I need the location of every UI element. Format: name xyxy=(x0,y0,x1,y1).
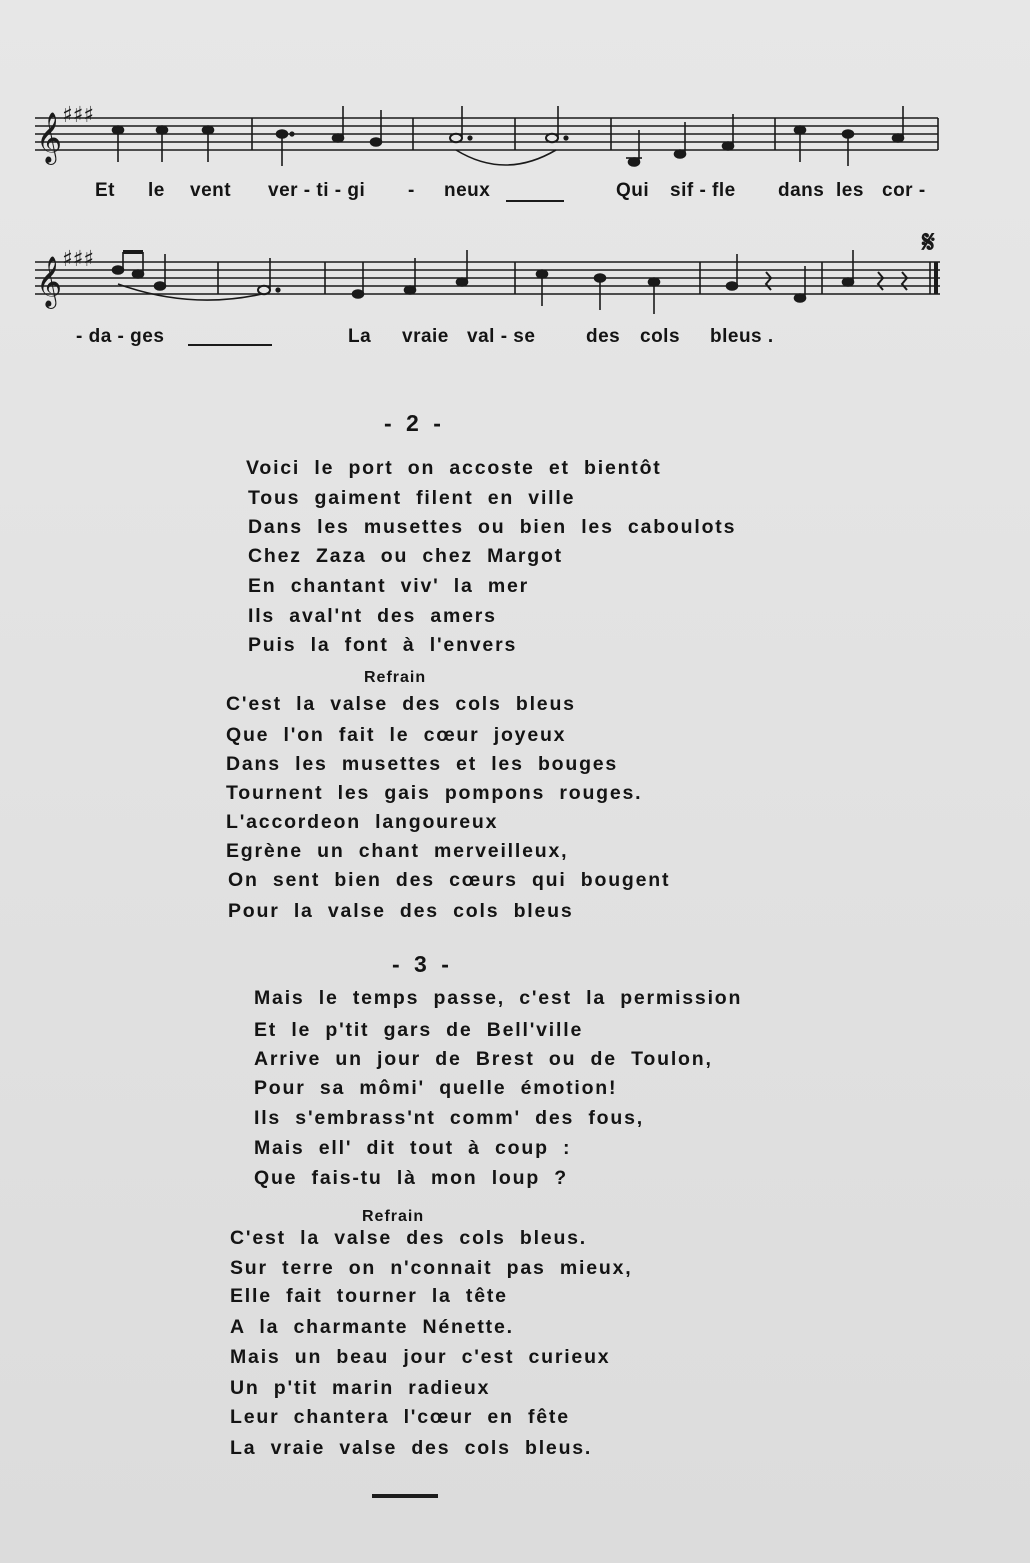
lyric-syllable: - xyxy=(408,180,415,201)
lyric-syllable: sif - fle xyxy=(670,180,736,201)
refrain-line: A la charmante Nénette. xyxy=(230,1316,514,1338)
lyric-syllable: val - se xyxy=(467,326,536,347)
stanza-3-line: Pour sa mômi' quelle émotion! xyxy=(254,1077,618,1099)
lyric-syllable: vent xyxy=(190,180,232,201)
refrain-label: Refrain xyxy=(364,669,427,686)
stanza-2-line: Ils aval'nt des amers xyxy=(248,605,497,627)
stanza-3-line: Arrive un jour de Brest ou de Toulon, xyxy=(254,1048,713,1070)
lyric-syllable: vraie xyxy=(402,326,449,347)
lyric-syllable: cor - xyxy=(882,180,926,201)
staff-2-notes xyxy=(113,250,908,314)
refrain-line: Elle fait tourner la tête xyxy=(230,1285,508,1307)
stanza-2-line: Dans les musettes ou bien les caboulots xyxy=(248,516,737,538)
lyric-syllable: ver - ti - gi xyxy=(268,180,366,201)
refrain-line: Mais un beau jour c'est curieux xyxy=(230,1346,611,1368)
lyric-syllable: des xyxy=(586,326,621,347)
lyric-syllable: cols xyxy=(640,326,681,347)
music-lyrics-line-1 xyxy=(0,180,1030,210)
refrain-line: La vraie valse des cols bleus. xyxy=(230,1437,593,1459)
lyric-syllable: Qui xyxy=(616,180,650,201)
refrain-line: C'est la valse des cols bleus. xyxy=(230,1227,588,1249)
stanza-3-line: Ils s'embrass'nt comm' des fous, xyxy=(254,1107,644,1129)
refrain-line: L'accordeon langoureux xyxy=(226,811,499,833)
lyric-syllable: neux xyxy=(444,180,491,201)
stanza-2-line: En chantant viv' la mer xyxy=(248,575,530,597)
lyric-syllable: les xyxy=(836,180,864,201)
stanza-3-line: Mais ell' dit tout à coup : xyxy=(254,1137,572,1159)
lyric-syllable: - da - ges xyxy=(76,326,165,347)
stanza-2-line: Voici le port on accoste et bientôt xyxy=(246,457,662,479)
music-lyrics-line-2 xyxy=(0,326,1030,356)
refrain-line: Tournent les gais pompons rouges. xyxy=(226,782,643,804)
refrain-line: Egrène un chant merveilleux, xyxy=(226,840,569,862)
treble-clef-icon: 𝄞 xyxy=(36,256,63,307)
refrain-line: Pour la valse des cols bleus xyxy=(228,900,574,922)
stanza-3-line: Mais le temps passe, c'est la permission xyxy=(254,987,743,1009)
lyric-syllable: dans xyxy=(778,180,825,201)
stanza-3-line: Et le p'tit gars de Bell'ville xyxy=(254,1019,584,1041)
stanza-3-number: - 3 - xyxy=(392,951,453,977)
lyric-extender xyxy=(188,344,272,346)
key-signature-sharps: ♯♯♯ xyxy=(62,247,94,272)
stanza-2-line: Puis la font à l'envers xyxy=(248,634,518,656)
refrain-line: Que l'on fait le cœur joyeux xyxy=(226,724,567,746)
lyric-syllable: le xyxy=(148,180,165,201)
lyric-syllable: bleus . xyxy=(710,326,774,347)
stanza-3-line: Que fais-tu là mon loup ? xyxy=(254,1167,568,1189)
stanza-2-line: Chez Zaza ou chez Margot xyxy=(248,545,563,567)
refrain-line: Leur chantera l'cœur en fête xyxy=(230,1406,570,1428)
staff-1-notes xyxy=(113,106,904,166)
key-signature-sharps: ♯♯♯ xyxy=(62,103,94,128)
refrain-line: Dans les musettes et les bouges xyxy=(226,753,619,775)
refrain-label: Refrain xyxy=(362,1208,425,1225)
end-divider xyxy=(372,1494,438,1498)
refrain-line: Sur terre on n'connait pas mieux, xyxy=(230,1257,633,1279)
treble-clef-icon: 𝄞 xyxy=(36,112,63,163)
lyric-syllable: La xyxy=(348,326,372,347)
lyric-syllable: Et xyxy=(95,180,115,201)
stanza-2-line: Tous gaiment filent en ville xyxy=(248,487,576,509)
refrain-line: On sent bien des cœurs qui bougent xyxy=(228,869,671,891)
segno-icon: 𝄋 xyxy=(922,225,935,260)
refrain-line: Un p'tit marin radieux xyxy=(230,1377,491,1399)
refrain-line: C'est la valse des cols bleus xyxy=(226,693,576,715)
lyric-extender xyxy=(506,200,564,202)
stanza-2-number: - 2 - xyxy=(384,410,445,436)
